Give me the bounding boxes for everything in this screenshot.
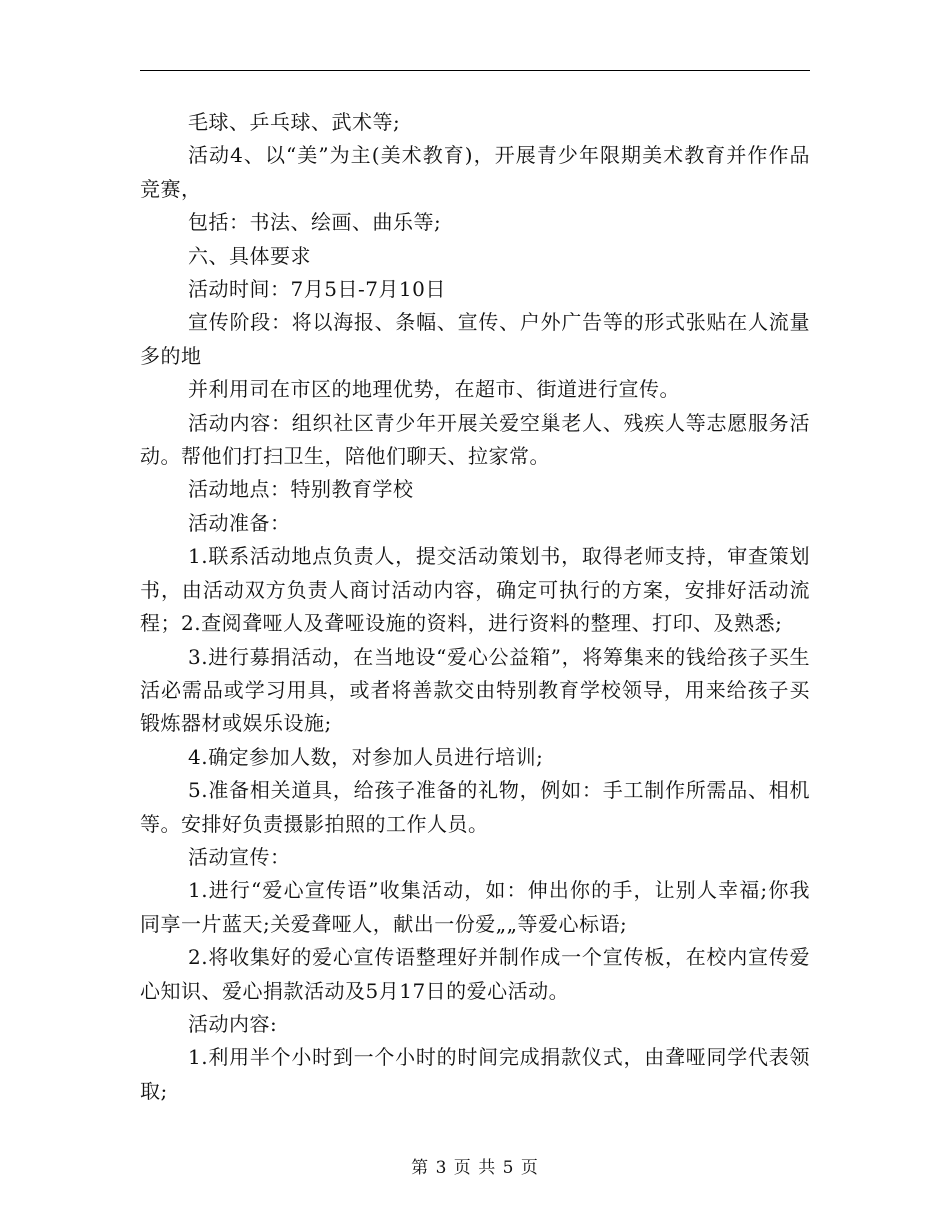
paragraph: 宣传阶段：将以海报、条幅、宣传、户外广告等的形式张贴在人流量多的地 xyxy=(140,310,810,368)
list-item: 1.联系活动地点负责人，提交活动策划书，取得老师支持，审查策划书，由活动双方负责人商讨活动内容，确定可执行的方案，安排好活动流程；2.查阅聋哑人及聋哑设施的资料，进行资料的整理、打印、及熟悉; xyxy=(140,544,810,636)
list-item: 1.进行“爱心宣传语”收集活动，如：伸出你的手，让别人幸福;你我同享一片蓝天;关爱聋哑人，献出一份爱„„等爱心标语; xyxy=(140,878,810,936)
list-item: 5.准备相关道具，给孩子准备的礼物，例如：手工制作所需品、相机等。安排好负责摄影拍照的工作人员。 xyxy=(140,778,810,836)
header-rule xyxy=(140,70,810,71)
paragraph: 活动时间：7月5日-7月10日 xyxy=(188,277,446,302)
paragraph: 包括：书法、绘画、曲乐等; xyxy=(188,210,442,235)
list-item: 2.将收集好的爱心宣传语整理好并制作成一个宣传板，在校内宣传爱心知识、爱心捐款活动及5月17日的爱心活动。 xyxy=(140,945,810,1003)
paragraph: 活动地点：特别教育学校 xyxy=(188,477,414,502)
list-item: 1.利用半个小时到一个小时的时间完成捐款仪式，由聋哑同学代表领取; xyxy=(140,1045,810,1103)
paragraph: 活动4、以“美”为主(美术教育)，开展青少年限期美术教育并作作品竞赛， xyxy=(140,143,810,201)
paragraph: 活动内容: xyxy=(188,1011,278,1036)
paragraph: 并利用司在市区的地理优势，在超市、街道进行宣传。 xyxy=(188,377,680,402)
document-body xyxy=(140,106,810,1108)
page-number: 第 3 页 共 5 页 xyxy=(411,1158,539,1178)
paragraph: 毛球、乒乓球、武术等; xyxy=(188,110,401,134)
list-item: 4.确定参加人数，对参加人员进行培训; xyxy=(188,744,544,769)
paragraph: 活动准备： xyxy=(188,510,291,535)
paragraph: 活动内容：组织社区青少年开展关爱空巢老人、残疾人等志愿服务活动。帮他们打扫卫生，陪他们聊天、拉家常。 xyxy=(140,410,810,469)
paragraph: 活动宣传： xyxy=(188,844,291,869)
list-item: 3.进行募捐活动，在当地设“爱心公益箱”，将筹集来的钱给孩子买生活必需品或学习用具，或者将善款交由特别教育学校领导，用来给孩子买锻炼器材或娱乐设施; xyxy=(140,644,810,736)
section-heading: 六、具体要求 xyxy=(188,243,311,268)
